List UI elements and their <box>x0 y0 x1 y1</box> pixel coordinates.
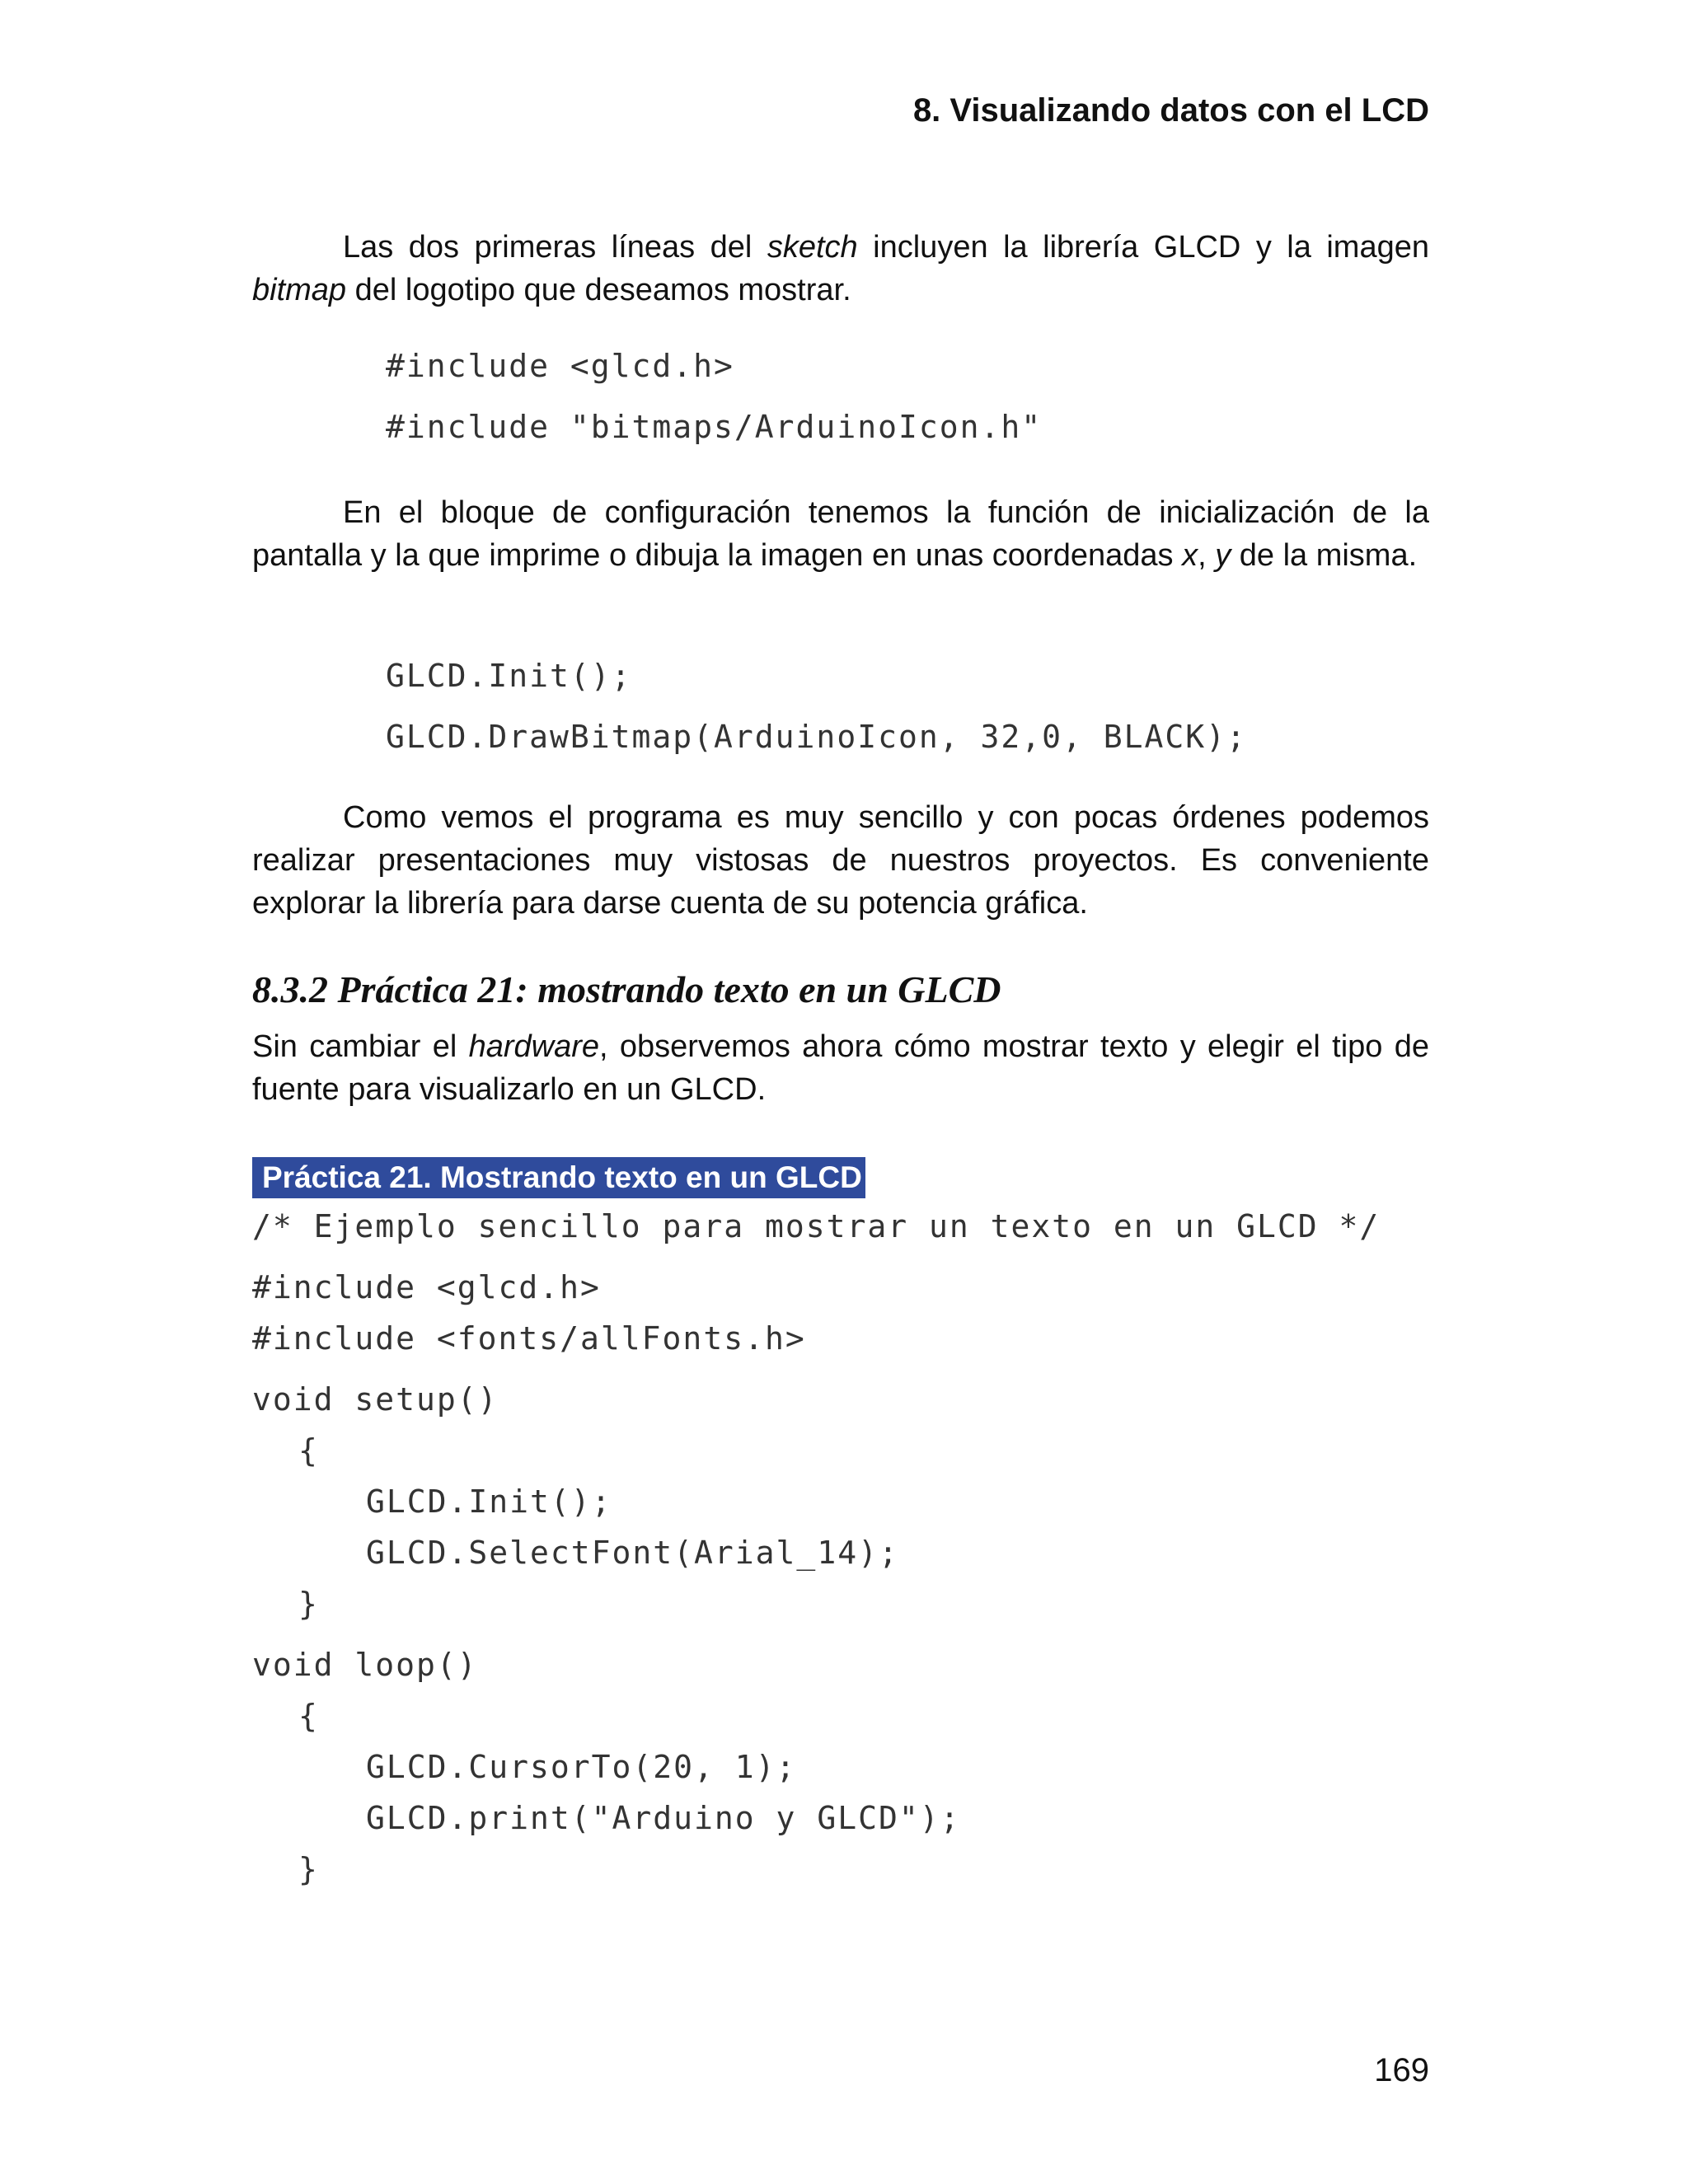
paragraph-setup-block <box>252 491 1429 577</box>
text-run: incluyen la librería GLCD y la imagen <box>857 230 1429 265</box>
page-number: 169 <box>1374 2052 1429 2088</box>
code-brace-open: { <box>298 1432 319 1469</box>
code-loop-print: GLCD.print("Arduino y GLCD"); <box>366 1800 961 1836</box>
section-title: 8.3.2 Práctica 21: mostrando texto en un GLCD <box>252 968 1001 1010</box>
text-run: Las dos primeras líneas del <box>343 230 767 265</box>
code-setup-init: GLCD.Init(); <box>366 1483 612 1520</box>
code-setup-selectfont: GLCD.SelectFont(Arial_14); <box>366 1535 899 1571</box>
paragraph-intro <box>252 226 1429 312</box>
paragraph-section-intro <box>252 1025 1429 1111</box>
text-run: Como vemos el programa es muy sencillo y con pocas órdenes podemos realizar presentaciones muy vistosas de nuestros proyectos. Es conveniente explorar la librería para darse cuenta de su potencia gráfica. <box>252 800 1429 921</box>
text-run: Sin cambiar el <box>252 1029 469 1064</box>
text-run: , <box>1198 538 1216 573</box>
code-include-fonts: #include <fonts/allFonts.h> <box>252 1320 806 1357</box>
code-comment: /* Ejemplo sencillo para mostrar un texto en un GLCD */ <box>252 1208 1381 1244</box>
italic-term: hardware <box>468 1029 600 1064</box>
italic-term: bitmap <box>252 273 347 307</box>
code-brace-open: { <box>298 1698 319 1734</box>
code-line-drawbitmap: GLCD.DrawBitmap(ArduinoIcon, 32,0, BLACK); <box>386 719 1247 755</box>
code-loop-signature: void loop() <box>252 1647 478 1683</box>
code-include-glcd: #include <glcd.h> <box>252 1269 601 1305</box>
code-setup-signature: void setup() <box>252 1381 499 1418</box>
italic-term: x <box>1182 538 1198 573</box>
text-run: del logotipo que deseamos mostrar. <box>346 273 851 307</box>
code-brace-close: } <box>298 1586 319 1622</box>
text-run: , observemos ahora cómo mostrar texto y elegir el tipo de fuente para visualizarlo en un GLCD. <box>252 1029 1429 1107</box>
code-loop-cursorto: GLCD.CursorTo(20, 1); <box>366 1749 797 1785</box>
practice-label: Práctica 21. Mostrando texto en un GLCD <box>252 1157 865 1198</box>
text-run: En el bloque de configuración tenemos la función de inicialización de la pantalla y la que imprime o dibuja la imagen en unas coordenadas <box>252 495 1429 573</box>
running-header: 8. Visualizando datos con el LCD <box>912 92 1429 129</box>
italic-term: sketch <box>767 230 858 265</box>
paragraph-conclusion <box>252 796 1429 925</box>
text-run: de la misma. <box>1231 538 1418 573</box>
code-line-include-bitmap: #include "bitmaps/ArduinoIcon.h" <box>386 409 1043 445</box>
italic-term: y <box>1215 538 1231 573</box>
code-line-init: GLCD.Init(); <box>386 658 632 694</box>
code-brace-close: } <box>298 1851 319 1887</box>
code-line-include-glcd: #include <glcd.h> <box>386 348 734 384</box>
